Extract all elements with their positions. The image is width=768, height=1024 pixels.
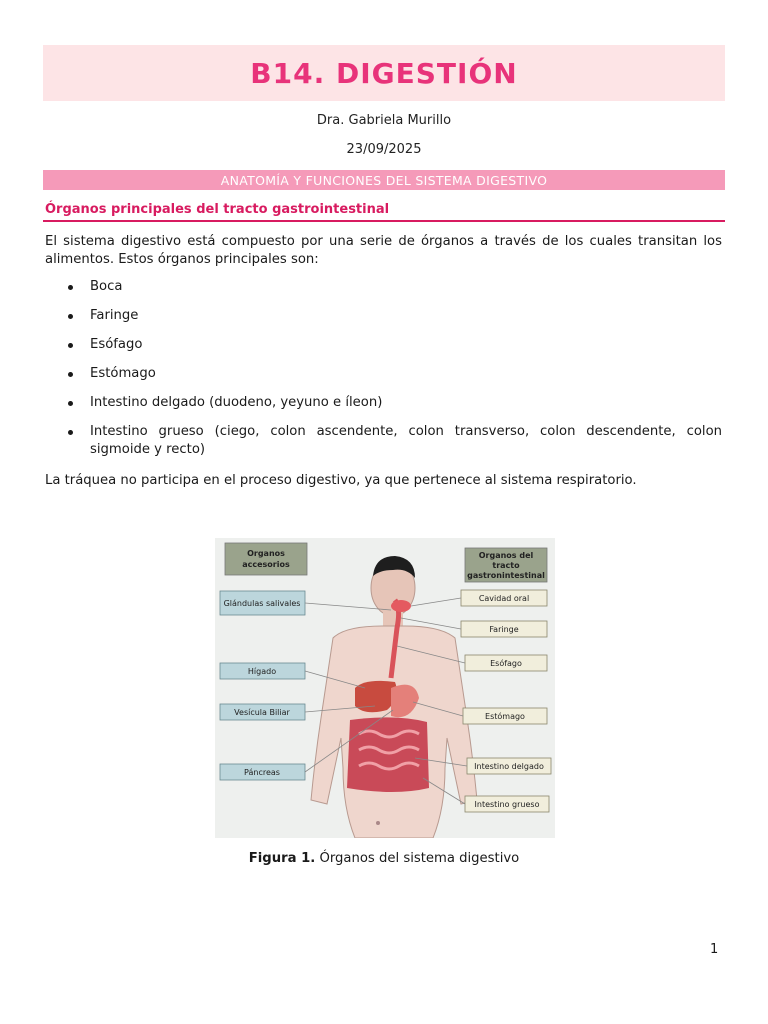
bullet-icon bbox=[68, 401, 73, 406]
bullet-icon bbox=[68, 343, 73, 348]
organ-list bbox=[45, 278, 722, 470]
caption-text: Órganos del sistema digestivo bbox=[315, 851, 520, 866]
label-esofago: Esófago bbox=[490, 659, 522, 668]
bullet-icon bbox=[68, 285, 73, 290]
list-item-text: Intestino delgado (duodeno, yeyuno e íleon) bbox=[90, 395, 383, 410]
intro-paragraph: El sistema digestivo está compuesto por una serie de órganos a través de los cuales transitan los alimentos. Estos órganos principales son: bbox=[45, 234, 722, 267]
label-cavidad-oral: Cavidad oral bbox=[478, 594, 530, 603]
label-glandulas-salivales: Glándulas salivales bbox=[223, 599, 301, 608]
label-faringe: Faringe bbox=[489, 625, 519, 634]
digestive-system-figure bbox=[215, 538, 555, 838]
tract-header-line-1: Organos del bbox=[478, 551, 534, 560]
label-higado: Hígado bbox=[247, 667, 277, 676]
date: 23/09/2025 bbox=[346, 142, 422, 157]
tract-header-line-3: gastronintestinal bbox=[467, 571, 545, 580]
list-item-text: Esófago bbox=[90, 337, 143, 352]
label-pancreas: Páncreas bbox=[244, 768, 280, 777]
list-item-text: Faringe bbox=[90, 308, 139, 323]
subheading-rule bbox=[43, 220, 725, 222]
anatomy-illustration bbox=[215, 538, 555, 838]
author: Dra. Gabriela Murillo bbox=[316, 113, 452, 128]
label-intestino-delgado: Intestino delgado bbox=[474, 762, 544, 771]
label-estomago: Estómago bbox=[485, 712, 525, 721]
list-item-text: Estómago bbox=[90, 366, 156, 381]
list-item bbox=[45, 336, 722, 354]
list-item-text: Intestino grueso (ciego, colon ascendente, colon transverso, colon descendente, colon sigmoide y recto) bbox=[90, 424, 722, 457]
list-item bbox=[45, 365, 722, 383]
label-vesicula-biliar: Vesícula Biliar bbox=[234, 708, 290, 717]
section-title: ANATOMÍA Y FUNCIONES DEL SISTEMA DIGESTIVO bbox=[220, 172, 548, 188]
section-band bbox=[43, 170, 725, 190]
accessory-header-box bbox=[225, 543, 307, 575]
bullet-icon bbox=[68, 372, 73, 377]
title-band bbox=[43, 45, 725, 101]
list-item bbox=[45, 307, 722, 325]
caption-label: Figura 1. bbox=[248, 851, 316, 866]
figure-caption bbox=[0, 851, 768, 866]
list-item bbox=[45, 423, 722, 459]
document-title: B14. DIGESTIÓN bbox=[250, 56, 518, 90]
label-intestino-grueso: Intestino grueso bbox=[474, 800, 540, 809]
accessory-header-line-2: accesorios bbox=[242, 560, 290, 569]
page-number: 1 bbox=[710, 942, 719, 957]
note-paragraph: La tráquea no participa en el proceso digestivo, ya que pertenece al sistema respiratorio. bbox=[45, 473, 637, 488]
tract-header-line-2: tracto bbox=[492, 561, 520, 570]
accessory-header-line-1: Organos bbox=[247, 549, 285, 558]
bullet-icon bbox=[68, 430, 73, 435]
list-item bbox=[45, 394, 722, 412]
list-item-text: Boca bbox=[90, 279, 123, 294]
subheading: Órganos principales del tracto gastrointestinal bbox=[45, 202, 390, 217]
bullet-icon bbox=[68, 314, 73, 319]
list-item bbox=[45, 278, 722, 296]
